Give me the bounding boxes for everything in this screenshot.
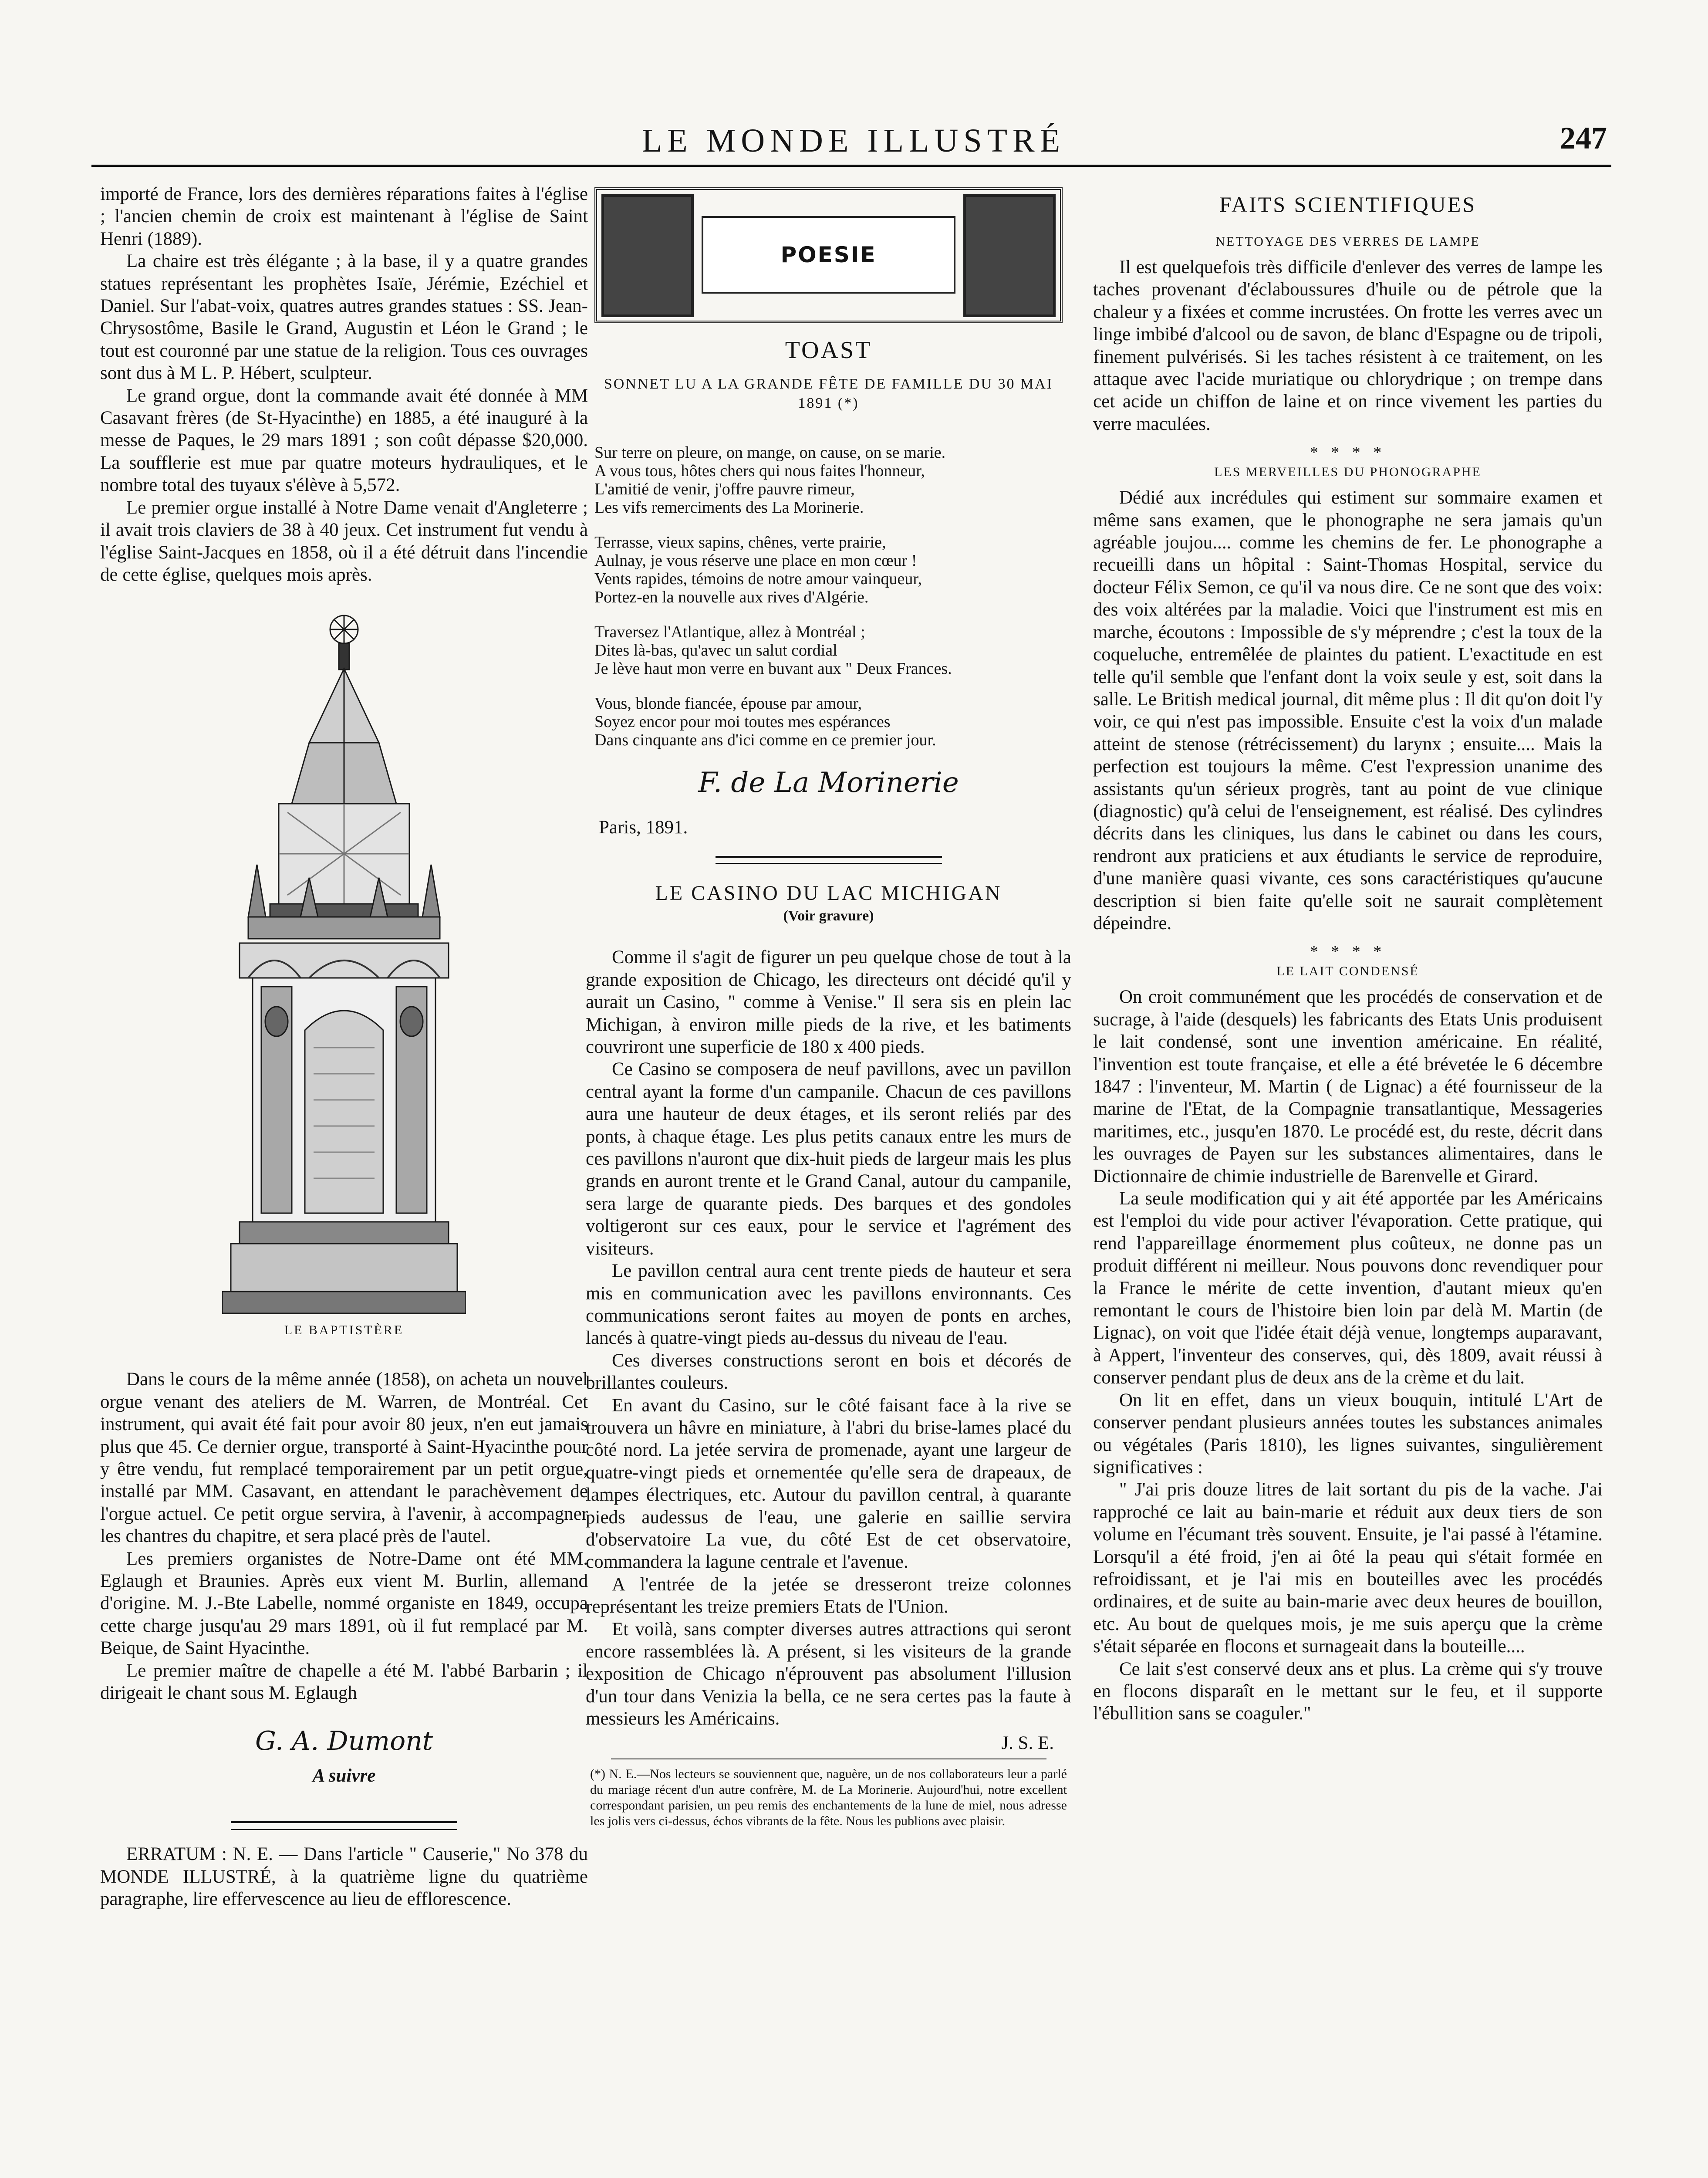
baptistery-illustration [222,612,466,1318]
subsection-title: NETTOYAGE DES VERRES DE LAMPE [1215,234,1480,249]
banner-ornament-right [963,194,1056,317]
column-3 [1093,183,1603,1725]
banner-ornament-left [601,194,694,317]
paragraph: La chaire est très élégante ; à la base, il y a quatre grandes statues représentant les prophètes Isaïe, Jérémie, Ezéchiel et Daniel. Sur l'abat-voix, quatres autres grandes statues : SS. Jean-Chrysostôme, Basile le Grand, Augustin et Léon le Grand ; le tout est couronné par une statue de la religion. Tous ces ouvrages sont dus à M L. P. Hébert, sculpteur. [100,251,588,384]
poem-line: Dans cinquante ans d'ici comme en ce premier jour. [594,731,936,749]
paragraph: Le premier orgue installé à Notre Dame venait d'Angleterre ; il avait trois claviers de 38 à 40 jeux. Cet instrument fut vendu à l'église Saint-Jacques en 1858, où il a été détruit dans l'incendie de cette église, quelques mois après. [100,497,588,585]
paragraph: A l'entrée de la jetée se dresseront treize colonnes représentant les treize premiers Etats de l'Union. [586,1574,1071,1617]
paragraph: Ce Casino se composera de neuf pavillons, avec un pavillon central ayant la forme d'un campanile. Chacun de ces pavillons aura une hauteur de deux étages, et ils seront reliés par des ponts, à chaque étage. Les plus petits canaux entre les murs de ces pavillons n'auront que dix-huit pieds de largeur mais les plus grands en auront trente et le Grand Canal, autour du campanile, sera large de quarante pieds. Des barques et des gondoles voltigeront sur ces eaux, pour le service et l'agrément des visiteurs. [586,1059,1071,1259]
article-title: LE CASINO DU LAC MICHIGAN [655,882,1002,905]
poem-line: Traversez l'Atlantique, allez à Montréal ; [594,623,865,641]
stanza [594,694,1071,749]
column-2 [586,183,1071,1829]
poem-line: Je lève haut mon verre en buvant aux " Deux Frances. [594,659,952,678]
separator [716,856,942,858]
paragraph: Ces diverses constructions seront en bois et décorés de brillantes couleurs. [586,1350,1071,1393]
paragraph: On lit en effet, dans un vieux bouquin, intitulé L'Art de conserver pendant plusieurs années toutes les substances animales ou végétales (Paris 1810), les lignes suivantes, singulièrement significatives : [1093,1390,1603,1478]
erratum-text: : N. E. — Dans l'article " Causerie," No 378 du MONDE ILLUSTRÉ, à la quatrième ligne du quatrième paragraphe, lire effervescence au lieu de efflorescence. [100,1844,588,1910]
separator [231,1829,457,1830]
erratum-label: ERRATUM [126,1844,216,1865]
separator [231,1821,457,1823]
poem-line: Vous, blonde fiancée, épouse par amour, [594,694,862,713]
header-rule [91,165,1611,167]
article-initials: J. S. E. [1001,1732,1054,1753]
poem-line: Vents rapides, témoins de notre amour vainqueur, [594,570,922,588]
paragraph: La seule modification qui y ait été apportée par les Américains est l'emploi du vide pour activer l'évaporation. Cette pratique, qui rend l'appareillage énormement plus coûteux, ne donne pas un produit différent ni meilleur. Nous pouvons donc revendiquer pour la France le mérite de cette invention, d'autant mieux qu'en remontant le cours de l'histoire bien loin par delà M. Martin (de Lignac), on voit que l'idée était déjà venue, longtemps auparavant, à Appert, l'inventeur des conserves, qui, dès 1809, avait réussi à conserver pendant plus de deux ans de la crème et du lait. [1093,1188,1603,1388]
poem-line: Sur terre on pleure, on mange, on cause, on se marie. [594,443,946,462]
article-subtitle: (Voir gravure) [783,908,874,924]
stanza [594,623,1071,678]
poem-line: L'amitié de venir, j'offre pauvre rimeur, [594,480,855,498]
separator [716,863,942,864]
poem-line: Soyez encor pour moi toutes mes espérances [594,713,891,731]
poem-line: Les vifs remerciments des La Morinerie. [594,498,864,517]
poem-line: Dites là-bas, qu'avec un salut cordial [594,641,837,659]
poem [586,443,1071,749]
section-divider: * * * * [1310,443,1386,462]
page-number: 247 [1560,121,1607,156]
paragraph: Comme il s'agit de figurer un peu quelque chose de tout à la grande exposition de Chicago, les directeurs ont décidé qu'il y aurait un Casino, " comme à Venise." Il sera sis en plein lac Michigan, à environ mille pieds de la rive, et les batiments couvriront une superficie de 180 x 400 pieds. [586,947,1071,1058]
place-date: Paris, 1891. [599,817,688,838]
signature-text: G. A. Dumont [255,1726,433,1757]
paragraph: Les premiers organistes de Notre-Dame ont été MM. Eglaugh et Braunies. Après eux vient M. Burlin, allemand d'origine. M. J.-Bte Labelle, nommé organiste en 1849, occupa cette charge jusqu'au 29 mars 1891, où il fut remplacé par M. Beique, de Saint Hyacinthe. [100,1548,588,1659]
paragraph: Ce lait s'est conservé deux ans et plus. La crème qui s'y trouve en flocons disparaît en le mettant sur le feu, et il supporte l'ébullition sans se coaguler." [1093,1658,1603,1724]
column-1 [100,183,588,1911]
paragraph: En avant du Casino, sur le côté faisant face à la rive se trouvera un hâvre en miniature, à l'abri du brise-lames placé du côté nord. La jetée servira de promenade, ayant une largeur de quatre-vingt pieds et ornementée qu'elle sera de drapeaux, de lampes électriques, etc. Autour du pavillon central, à quarante pieds audessus de l'eau, une galerie en saillie servira d'observatoire La vue, du côté Est de cet observatoire, commandera la lagune centrale et l'avenue. [586,1395,1071,1573]
paragraph: Le premier maître de chapelle a été M. l'abbé Barbarin ; il dirigeait le chant sous M. Eglaugh [100,1660,588,1703]
poetry-banner [594,187,1063,323]
paragraph: Le grand orgue, dont la commande avait été donnée à MM Casavant frères (de St-Hyacinthe) en 1885, a été inauguré à la messe de Paques, le 29 mars 1891 ; son coût dépasse $20,000. La soufflerie est mue par quatre moteurs hydrauliques, et le nombre total des tuyaux s'élève à 5,572. [100,385,588,496]
stanza [594,443,1071,517]
paragraph: Le pavillon central aura cent trente pieds de hauteur et sera mis en communication avec les pavillons environnants. Ces communications seront faites au moyen de ponts en arches, lancés à quatre-vingt pieds au-dessus du niveau de l'eau. [586,1261,1071,1349]
poem-line: Aulnay, je vous réserve une place en mon cœur ! [594,551,917,570]
poem-line: Terrasse, vieux sapins, chênes, verte prairie, [594,533,886,551]
running-title: LE MONDE ILLUSTRÉ [641,122,1066,159]
baptistery-engraving [222,612,466,1318]
paragraph: importé de France, lors des dernières réparations faites à l'église ; l'ancien chemin de croix est maintenant à l'église de Saint Henri (1889). [100,184,588,249]
continued-note: A suivre [312,1765,376,1786]
illustration-caption: LE BAPTISTÈRE [284,1323,404,1338]
author-signature [100,1726,588,1756]
page-header [100,118,1607,166]
paragraph: Il est quelquefois très difficile d'enlever des verres de lampe les taches provenant d'éclaboussures d'huile ou de pétrole que la chaleur y a fixées et comme incrustées. On frotte les verres avec un linge imbibé d'alcool ou de savon, de blanc d'Espagne ou de tripoli, finement pulvérisés. Si les taches résistent à ce traitement, on les attaque avec l'acide muriatique ou chlorydrique ; on trempe dans cet acide un chiffon de laine et on rince vivement les parties du verre maculées. [1093,257,1603,434]
poem-line: Portez-en la nouvelle aux rives d'Algérie. [594,588,869,606]
subsection-title: LE LAIT CONDENSÉ [1276,964,1419,979]
paragraph: Et voilà, sans compter diverses autres attractions qui seront encore rassemblées là. A présent, si les visiteurs de la grande exposition de Chicago n'éprouvent pas absolument l'illusion d'un tour dans Venizia la bella, ce ne sera certes pas la faute à messieurs les Américains. [586,1619,1071,1729]
poem-line: A vous tous, hôtes chers qui nous faites l'honneur, [594,462,925,480]
paragraph: Dédié aux incrédules qui estiment sur sommaire examen et même sans examen, que le phonographe ne sera jamais qu'un agréable joujou.... comme les chemins de fer. Le phonographe a recueilli dans un hôpital : Saint-Thomas Hospital, service du docteur Félix Semon, ce qu'il va nous dire. Ce ne sont que des voix: des voix altérées par la maladie. Voici que l'instrument est mis en marche, écoutons : Impossible de s'y méprendre ; c'est la toux de la coqueluche, entremêlée de plaintes du patient. L'exactitude en est telle qu'il semble que l'enfant dont la voix seule y est, soit dans la salle. Le British medical journal, dit même plus : Il dit qu'on doit l'y voir, ce qui n'est pas impossible. Ensuite c'est la voix d'un malade atteint de stenose (rétrécissement) du larynx ; ensuite.... Mais la perfection est toujours la même. C'est l'expression unanime des assistants qu'un sérieux progrès, tant au point de vue clinique (diagnostic) qu'à celui de l'enseignement, est réalisé. Des cylindres décrits dans les cliniques, lus dans le cabinet ou dans les cours, rendront aux praticiens et aux étudiants le service de reproduire, d'une manière quasi vivante, ces sons caractéristiques qu'aucune description si bien faite qu'elle soit ne saurait complètement dépeindre. [1093,487,1603,933]
footnote: (*) N. E.—Nos lecteurs se souviennent que, naguère, un de nos collaborateurs leur a parlé du mariage récent d'un autre confrère, M. de La Morinerie. Aujourd'hui, notre excellent correspondant parisien, un peu remis des enchantements de la lune de miel, nous adresse les jolis vers ci-dessus, échos vibrants de la fête. Nous les publions avec plaisir. [590,1767,1067,1829]
section-title: FAITS SCIENTIFIQUES [1219,192,1477,216]
signature-text: F. de La Morinerie [698,767,959,799]
section-divider: * * * * [1310,943,1386,961]
subsection-title: LES MERVEILLES DU PHONOGRAPHE [1214,465,1482,480]
poem-subtitle: SONNET LU A LA GRANDE FÊTE DE FAMILLE DU 30 MAI 1891 (*) [604,376,1053,411]
banner-label: POESIE [780,242,877,267]
erratum [100,1843,588,1910]
paragraph: On croit communément que les procédés de conservation et de sucrage, à l'aide (desquels) les fabricants des Etats Unis produisent le lait condensé, sont une invention américaine. En réalité, l'invention est toute française, et elle a été brévetée le 6 décembre 1847 : l'inventeur, M. Martin ( de Lignac) a été fournisseur de la marine de l'Etat, de la Compagnie transatlantique, Messageries maritimes, etc., jusqu'en 1870. Le procédé est, du reste, décrit dans les ouvrages de Payen sur les substances alimentaires, dans le Dictionnaire de chimie industrielle de Barenvelle et Girard. [1093,987,1603,1187]
paragraph: " J'ai pris douze litres de lait sortant du pis de la vache. J'ai rapproché ce lait au bain-marie et réduit aux deux tiers de son volume en l'écumant très souvent. Ensuite, je l'ai passé à l'étamine. Lorsqu'il a été froid, j'en ai ôté la peau qui s'était formée en refroidissant, et je l'ai mis en bouteilles avec les procédés ordinaires, et de suite au bain-marie avec deux heures de bouillon, etc. Au bout de quelques mois, je me suis aperçu que la crème s'était séparée en flocons et surnageait dans la bouteille.... [1093,1479,1603,1657]
paragraph: Dans le cours de la même année (1858), on acheta un nouvel orgue venant des ateliers de M. Warren, de Montréal. Cet instrument, qui avait été fait pour avoir 80 jeux, n'en eut jamais plus que 45. Ce dernier orgue, transporté à Saint-Hyacinthe pour y être vendu, fut remplacé temporairement par un petit orgue, installé par MM. Casavant, en attendant le parachèvement de l'orgue actuel. Ce petit orgue servira, à l'avenir, à accompagner les chantres du chapitre, et sera placé près de l'autel. [100,1369,588,1547]
banner-center [702,216,955,294]
poem-signature [586,767,1071,799]
stanza [594,533,1071,606]
poem-title: TOAST [785,337,872,364]
